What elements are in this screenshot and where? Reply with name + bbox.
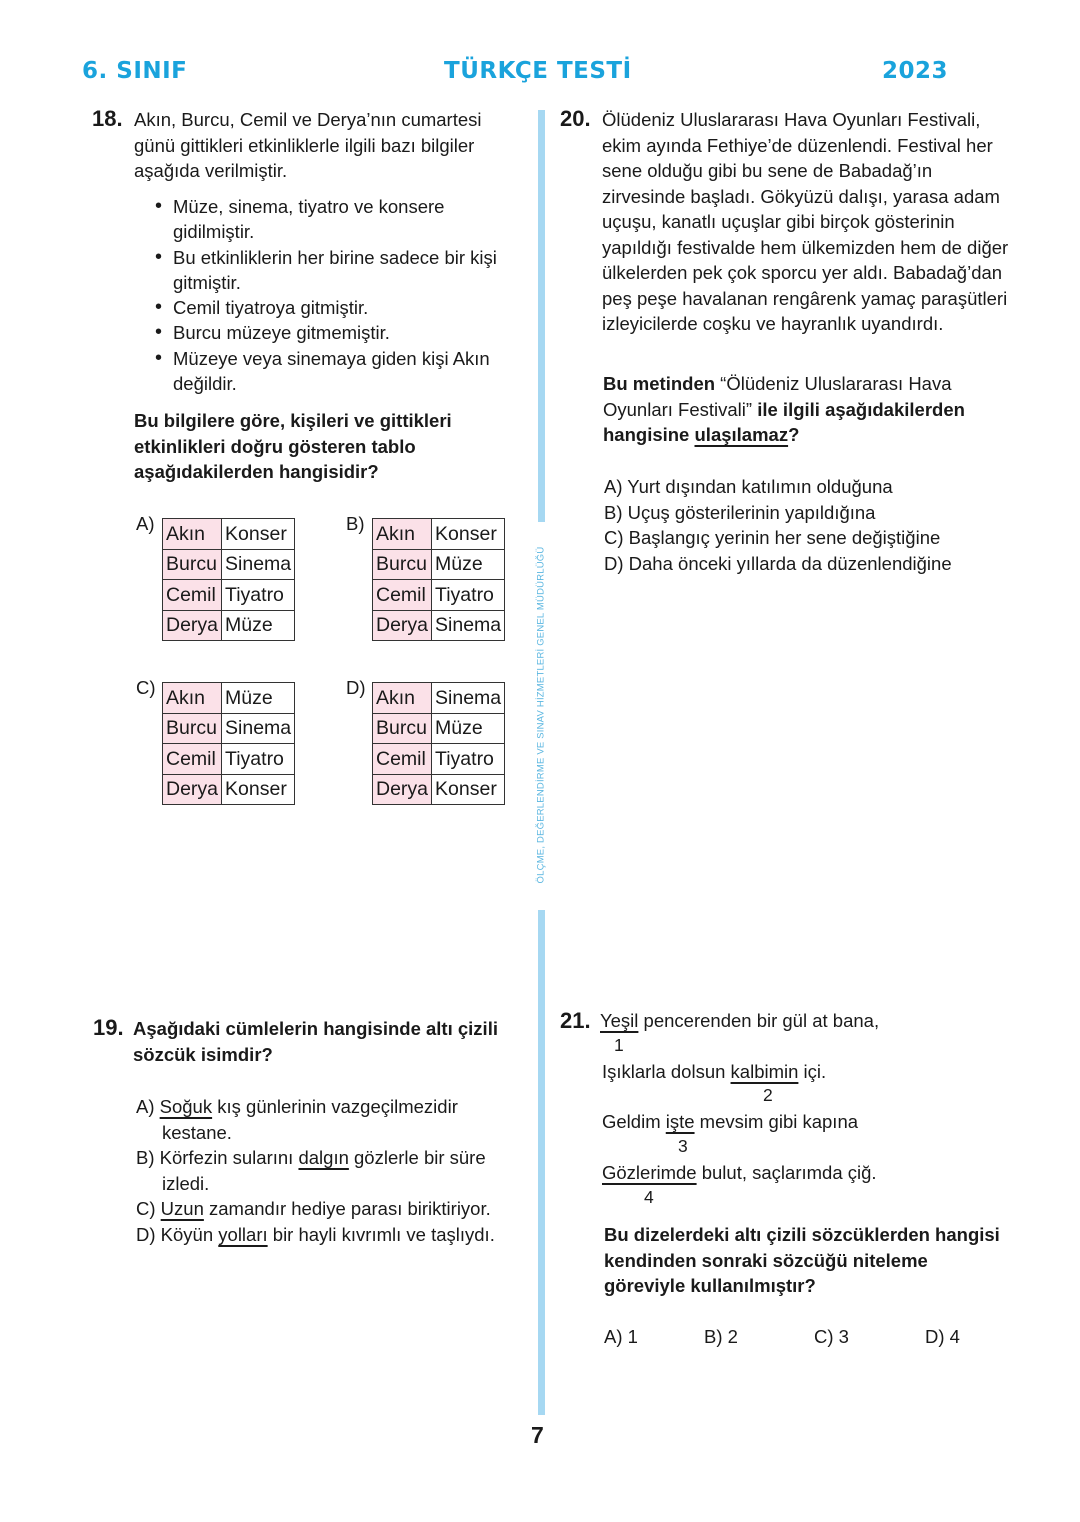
underlined-word: Soğuk [159,1096,213,1117]
activity-cell: Konser [222,774,295,805]
person-cell: Derya [373,610,432,641]
answer-option-b[interactable]: B) Uçuş gösterilerinin yapıldığına [604,501,876,523]
verse-marker-1: 1 [614,1035,624,1055]
bullet-item: • Burcu müzeye gitmemiştir. [155,320,530,345]
option-text: kış günlerinin vazgeçilmezidir kestane. [162,1096,458,1143]
person-cell: Cemil [373,580,432,611]
table-row [373,519,505,550]
person-cell: Derya [163,774,222,805]
table-row [373,549,505,580]
table-row [163,713,295,744]
year-label: 2023 [882,58,949,84]
underlined-word: Uzun [160,1198,204,1219]
question-20-options [604,474,952,576]
prompt-part: ile ilgili aşağıdakilerden hangisine [603,398,965,445]
activity-cell: Konser [432,519,505,550]
option-label: C) [136,677,156,698]
option-label: C) [136,1198,156,1219]
answer-option-c[interactable]: C) Başlangıç yerinin her sene değiştiğine [604,527,941,548]
page-number: 7 [531,1422,544,1448]
underlined-keyword: ulaşılamaz [694,424,789,445]
bullet-item: • Müzeye veya sinemaya giden kişi Akın değildir. [155,346,530,397]
answer-option-b[interactable] [136,1145,531,1196]
person-cell: Cemil [373,744,432,775]
underlined-word: dalgın [298,1147,349,1168]
underlined-word: yolları [218,1223,268,1245]
person-cell: Akın [373,519,432,550]
option-label: B) [346,513,365,534]
verse-text: Işıklarla dolsun [602,1061,731,1082]
answer-option-b[interactable]: B) 2 [704,1326,738,1347]
activity-cell: Tiyatro [222,744,295,775]
answer-option-a[interactable] [136,1094,531,1145]
table-row [163,683,295,714]
bullet-item: • Müze, sinema, tiyatro ve konsere gidilmiştir. [155,194,530,245]
table-row [163,519,295,550]
option-text: bir hayli kıvrımlı ve taşlıydı. [267,1223,495,1245]
option-d-table [372,682,505,805]
grade-label: 6. SINIF [82,58,188,84]
activity-cell: Müze [432,713,505,744]
test-title: TÜRKÇE TESTİ [444,58,632,84]
table-row [163,610,295,641]
question-18-intro: Akın, Burcu, Cemil ve Derya’nın cumartesi günü gittikleri etkinliklerle ilgili bazı bilgiler aşağıda verilmiştir. [134,109,482,181]
verse-text: mevsim gibi kapına [694,1111,859,1132]
option-text: Körfezin sularını [159,1147,299,1168]
answer-option-c[interactable]: C) 3 [814,1326,849,1347]
activity-cell: Sinema [432,610,505,641]
person-cell: Akın [163,519,222,550]
person-cell: Derya [373,774,432,805]
activity-cell: Tiyatro [432,580,505,611]
question-21-prompt: Bu dizelerdeki altı çizili sözcüklerden hangisi kendinden sonraki sözcüğü niteleme göreviyle kullanılmıştır? [604,1224,1000,1296]
answer-option-a[interactable]: A) Yurt dışından katılımın olduğuna [604,476,893,497]
table-row [373,580,505,611]
verse-marker-3: 3 [678,1136,688,1156]
underlined-word: Gözlerimde [602,1162,697,1183]
verse-marker-2: 2 [763,1085,773,1105]
option-c-table [162,682,295,805]
poem-verse-4 [602,1161,877,1185]
bullet-item: • Cemil tiyatroya gitmiştir. [155,295,530,320]
person-cell: Burcu [163,713,222,744]
question-21-number: 21. [560,1008,591,1033]
bullet-item: • Bu etkinliklerin her birine sadece bir kişi gitmiştir. [155,245,530,296]
poem-verse-3 [602,1110,858,1134]
table-row [373,610,505,641]
person-cell: Cemil [163,744,222,775]
table-row [373,713,505,744]
table-row [373,744,505,775]
prompt-part: Bu metinden [603,373,716,394]
person-cell: Burcu [163,549,222,580]
question-18-number: 18. [92,106,123,131]
option-label: A) [136,1096,155,1117]
poem-verse-2 [602,1060,826,1084]
table-row [373,683,505,714]
page-header [0,58,1080,90]
activity-cell: Konser [432,774,505,805]
festival-quote: “Ölüdeniz Uluslararası Hava Oyunları Festivali” [603,373,952,420]
column-divider-top [538,110,545,522]
activity-cell: Tiyatro [432,744,505,775]
question-18-prompt: Bu bilgilere göre, kişileri ve gittikleri etkinlikleri doğru gösteren tablo aşağıdakilerden hangisidir? [134,410,452,482]
answer-option-d[interactable]: D) Daha önceki yıllarda da düzenlendiğine [604,552,952,574]
option-b-table [372,518,505,641]
question-18-bullet-list [155,194,530,396]
underlined-word: işte [665,1111,695,1132]
underlined-word: kalbimin [730,1061,799,1082]
answer-option-c[interactable] [136,1196,531,1222]
table-row [373,774,505,805]
option-a-table [162,518,295,641]
table-row [163,744,295,775]
answer-option-a[interactable]: A) 1 [604,1326,638,1347]
question-20-number: 20. [560,106,591,131]
question-19-prompt: Aşağıdaki cümlelerin hangisinde altı çizili sözcük isimdir? [133,1018,498,1065]
side-publisher-text: ÖLÇME, DEĞERLENDİRME VE SINAV HİZMETLERİ GENEL MÜDÜRLÜĞÜ [535,546,547,884]
question-21-options [604,1326,984,1352]
activity-cell: Sinema [222,713,295,744]
activity-cell: Müze [432,549,505,580]
question-20-passage: Ölüdeniz Uluslararası Hava Oyunları Festivali, ekim ayında Fethiye’de düzenlendi. Festival her sene olduğu gibi bu sene de Babadağ’ın zirvesinde başladı. Gökyüzü dalışı, yarasa adam uçuşu, kanatlı uçuşlar gibi birçok gösterinin yapıldığı festivalde hem ülkemizden hem de diğer ülkelerden pek çok sporcu yer aldı. Babadağ’dan peş peşe havalanan rengârenk yamaç paraşütleri izleyicilerde coşku ve hayranlık uyandırdı. [602,109,1009,334]
activity-cell: Müze [222,683,295,714]
person-cell: Derya [163,610,222,641]
option-label: A) [136,513,155,534]
question-19-options [136,1094,531,1247]
person-cell: Akın [373,683,432,714]
poem-verse-1 [600,1009,879,1033]
table-row [163,549,295,580]
person-cell: Cemil [163,580,222,611]
verse-text: içi. [798,1061,827,1082]
option-text: Köyün [160,1223,219,1245]
column-divider-bottom [538,910,545,1415]
activity-cell: Sinema [222,549,295,580]
question-20-prompt [603,371,1008,448]
option-label: D) [346,677,366,698]
table-row [163,774,295,805]
person-cell: Burcu [373,713,432,744]
answer-option-d[interactable] [136,1222,531,1248]
option-label: B) [136,1147,155,1168]
verse-text: Geldim [602,1111,666,1132]
prompt-end: ? [788,424,800,445]
underlined-word: Yeşil [600,1010,639,1031]
activity-cell: Sinema [432,683,505,714]
person-cell: Akın [163,683,222,714]
person-cell: Burcu [373,549,432,580]
verse-marker-4: 4 [644,1187,654,1207]
option-text: zamandır hediye parası biriktiriyor. [203,1198,491,1219]
verse-text: bulut, saçlarımda çiğ. [696,1162,877,1183]
activity-cell: Konser [222,519,295,550]
option-text: gözlerle bir süre izledi. [162,1147,486,1194]
activity-cell: Müze [222,610,295,641]
verse-text: pencerenden bir gül at bana, [638,1010,880,1031]
question-19-number: 19. [93,1015,124,1040]
answer-option-d[interactable]: D) 4 [925,1326,960,1347]
option-label: D) [136,1223,156,1245]
activity-cell: Tiyatro [222,580,295,611]
table-row [163,580,295,611]
